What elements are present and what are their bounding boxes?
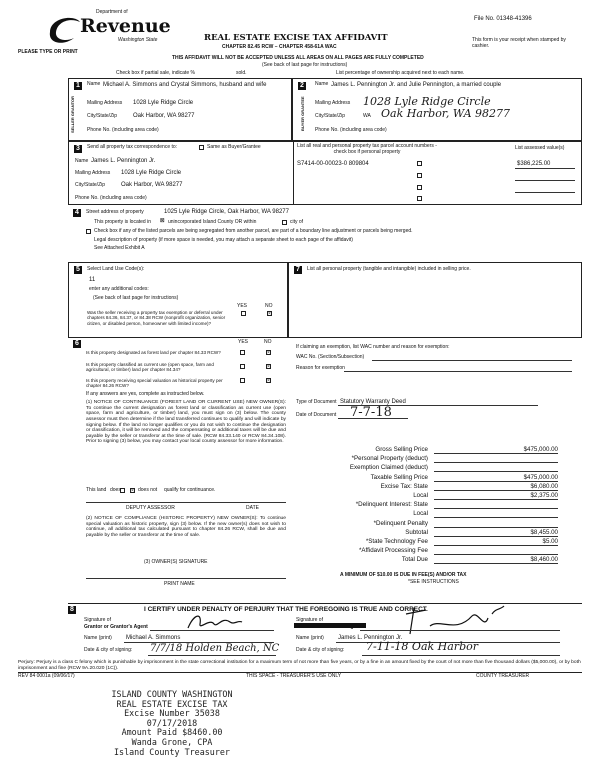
buyer-name-label: Name bbox=[315, 81, 329, 87]
seller-name-label: Name bbox=[87, 81, 101, 87]
tax-row-line bbox=[434, 554, 558, 555]
notice-compliance: (2) NOTICE OF COMPLIANCE (HISTORIC PROPERTY) NEW OWNER(S): To continue special valuation as historic property, sign (3) below. If the new owner(s) does not wish to continue, all additional tax calculated pursuant to chapter 84.26 RCW, shall be due and payable by the seller or transferor at the time of sale. bbox=[86, 516, 286, 538]
stamp-line: 07/17/2018 bbox=[146, 717, 198, 728]
correspondence-label: Send all property tax correspondence to: bbox=[87, 144, 178, 150]
percent-note: List percentage of ownership acquired next to each name. bbox=[336, 70, 465, 76]
dor-logo bbox=[44, 9, 171, 50]
s5-yes-header: YES bbox=[237, 303, 248, 309]
tax-row-line bbox=[434, 481, 558, 482]
tax-row-line bbox=[434, 536, 558, 537]
tax-row bbox=[300, 510, 580, 519]
tax-row-label: *Personal Property (deduct) bbox=[351, 455, 428, 463]
certify-text: I CERTIFY UNDER PENALTY OF PERJURY THAT THE FOREGOING IS TRUE AND CORRECT. bbox=[144, 606, 428, 613]
parcel-header: List all real and personal property tax parcel account numbers - check box if personal property bbox=[297, 143, 437, 155]
designation-section bbox=[68, 340, 288, 620]
s6-no-header: NO bbox=[264, 339, 272, 345]
tax-row-line bbox=[434, 499, 558, 500]
tax-row-line bbox=[434, 563, 558, 564]
q3-no-checkbox[interactable]: × bbox=[267, 378, 270, 384]
tax-row bbox=[300, 455, 580, 464]
minimum-due: A MINIMUM OF $10.00 IS DUE IN FEE(S) AND/OR TAX bbox=[340, 572, 467, 578]
buyer-mail-label: Mailing Address bbox=[315, 100, 351, 106]
segregation-text: Check box if any of the listed parcels are being segregated from another parcel, are part of a boundary line adjustment or parcels being merged. bbox=[94, 228, 413, 234]
grantee-redaction bbox=[294, 623, 366, 628]
doc-date-label: Date of Document bbox=[296, 412, 337, 418]
land-use-section bbox=[68, 262, 288, 338]
personal-property-section bbox=[288, 262, 582, 338]
stamp-line: REAL ESTATE EXCISE TAX bbox=[116, 698, 228, 709]
tax-row bbox=[300, 464, 580, 473]
dept-line: Department of bbox=[96, 9, 128, 15]
tax-row-line bbox=[434, 527, 558, 528]
print-name-label: PRINT NAME bbox=[164, 581, 195, 587]
tax-row-value: $5.00 bbox=[542, 538, 558, 545]
corr-mail: 1028 Lyle Ridge Circle bbox=[121, 170, 182, 176]
accept-warning: THIS AFFIDAVIT WILL NOT BE ACCEPTED UNLESS ALL AREAS ON ALL PAGES ARE FULLY COMPLETED bbox=[172, 55, 424, 61]
s5-no-checkbox[interactable]: × bbox=[268, 311, 271, 317]
assessed-value: $386,225.00 bbox=[517, 161, 551, 167]
city-of-label: city of bbox=[290, 219, 304, 225]
correspondence-section bbox=[68, 141, 582, 205]
doc-date-handwritten: 7-7-18 bbox=[350, 405, 392, 420]
seller-side-label: SELLER GRANTOR bbox=[70, 95, 75, 133]
tax-row-value: $8,460.00 bbox=[530, 556, 558, 564]
tax-row bbox=[300, 492, 580, 501]
tax-row-label: *Delinquent Penalty bbox=[373, 519, 428, 527]
deputy-assessor-label: DEPUTY ASSESSOR bbox=[126, 505, 175, 511]
located-rest: unincorporated Island County OR within bbox=[168, 219, 257, 225]
doc-type-label: Type of Document bbox=[296, 399, 337, 405]
qualify-label: qualify for continuance. bbox=[164, 487, 216, 493]
land-use-label: Select Land Use Code(s): bbox=[87, 266, 145, 272]
current-use-question: Is this property classified as current use (open space, farm and agricultural, or timber) land per chapter 84.34? bbox=[86, 362, 214, 373]
form-title: REAL ESTATE EXCISE TAX AFFIDAVIT bbox=[204, 33, 388, 43]
section-6-badge: 6 bbox=[73, 340, 81, 348]
buyer-name: James L. Pennington Jr. and Julie Pennington, a married couple bbox=[331, 82, 502, 88]
stamp-line: ISLAND COUNTY WASHINGTON bbox=[111, 689, 233, 699]
treasurer-stamp bbox=[62, 690, 282, 757]
tax-row bbox=[300, 520, 580, 529]
grantee-sig-line bbox=[360, 630, 560, 631]
q1-yes-checkbox[interactable] bbox=[240, 350, 245, 355]
section-8-badge: 8 bbox=[68, 606, 76, 614]
buyer-phone-label: Phone No. (including area code) bbox=[315, 127, 387, 133]
assessed-line-3 bbox=[515, 192, 575, 193]
q3-yes-checkbox[interactable] bbox=[240, 378, 245, 383]
this-land-label: This land bbox=[86, 487, 107, 493]
seller-city-label: City/State/Zip bbox=[87, 113, 118, 119]
please-type: PLEASE TYPE OR PRINT bbox=[18, 49, 78, 55]
stamp-line: Amount Paid $8460.00 bbox=[121, 727, 223, 738]
q2-yes-checkbox[interactable] bbox=[240, 364, 245, 369]
doc-date-line bbox=[338, 418, 408, 419]
section-4-badge: 4 bbox=[73, 209, 81, 217]
personal-property-checkbox-4[interactable] bbox=[417, 196, 422, 201]
does-not-label: does not bbox=[138, 487, 158, 493]
buyer-city-handwritten: Oak Harbor, WA 98277 bbox=[381, 107, 511, 120]
partial-sale-label: Check box if partial sale, indicate % bbox=[116, 70, 195, 76]
buyer-city-typed: WA bbox=[363, 113, 371, 119]
within-city-checkbox[interactable] bbox=[282, 220, 287, 225]
tax-row-line bbox=[434, 508, 558, 509]
additional-codes: enter any additional codes: bbox=[89, 286, 149, 292]
q2-no-checkbox[interactable]: × bbox=[267, 364, 270, 370]
section-1-badge: 1 bbox=[74, 82, 82, 90]
assessed-line-1 bbox=[515, 168, 575, 169]
historic-question: Is this property receiving special valuation as historical property per chapter 84.26 RCW? bbox=[86, 378, 223, 389]
grantee-signature-icon bbox=[396, 604, 508, 644]
reason-line bbox=[344, 371, 572, 372]
corr-name-label: Name bbox=[75, 158, 89, 164]
file-number: File No. 01348-41396 bbox=[474, 16, 532, 22]
form-chapter: CHAPTER 82.45 RCW – CHAPTER 458-61A WAC bbox=[222, 44, 337, 50]
grantee-sig-label: Signature of bbox=[296, 617, 323, 623]
land-use-code: 11 bbox=[89, 277, 96, 283]
land-use-see-back: (See back of last page for instructions) bbox=[93, 295, 179, 301]
grantee-date-label: Date & city of signing: bbox=[296, 647, 345, 653]
parcel-divider bbox=[293, 142, 294, 204]
buyer-mail-handwritten: 1028 Lyle Ridge Circle bbox=[363, 95, 491, 108]
swoosh-logo-icon bbox=[44, 12, 84, 46]
tax-row-value: $6,080.00 bbox=[530, 482, 558, 490]
see-instructions: *SEE INSTRUCTIONS bbox=[408, 579, 459, 585]
buyer-side-label: BUYER GRANTEE bbox=[300, 96, 305, 132]
tax-row-label: Taxable Selling Price bbox=[370, 473, 428, 481]
seller-mail-label: Mailing Address bbox=[87, 100, 123, 106]
s5-no-header: NO bbox=[265, 303, 273, 309]
reason-label: Reason for exemption bbox=[296, 365, 345, 371]
tax-row-line bbox=[434, 545, 558, 546]
tax-table bbox=[300, 446, 580, 566]
forest-question: Is this property designated as forest land per chapter 84.33 RCW? bbox=[86, 350, 221, 355]
tax-row bbox=[300, 483, 580, 492]
tax-row-label: Excise Tax: State bbox=[380, 482, 428, 490]
section-3-badge: 3 bbox=[74, 145, 82, 153]
street-label: Street address of property bbox=[86, 209, 144, 215]
q1-no-checkbox[interactable]: × bbox=[267, 350, 270, 356]
tax-row-label: *Delinquent Interest: State bbox=[355, 501, 428, 509]
if-any-yes: If any answers are yes, complete as instructed below. bbox=[86, 391, 205, 397]
tax-row bbox=[300, 538, 580, 547]
tax-row-label: Exemption Claimed (deduct) bbox=[349, 464, 428, 472]
tax-row bbox=[300, 446, 580, 455]
tax-row-value: $8,455.00 bbox=[530, 528, 558, 536]
legal-desc-label: Legal description of property (if more space is needed, you may attach a separate sheet to each page of the affidavit) bbox=[94, 237, 353, 243]
tax-row-label: Gross Selling Price bbox=[375, 446, 428, 453]
tax-row-label: Local bbox=[413, 492, 428, 499]
tax-row bbox=[300, 547, 580, 556]
s5-yes-checkbox[interactable] bbox=[241, 311, 246, 316]
buyer-city-label: City/State/Zip bbox=[315, 113, 346, 119]
corr-name: James L. Pennington Jr. bbox=[91, 158, 156, 164]
personal-property-checkbox-2[interactable] bbox=[417, 173, 422, 178]
tax-row-label: Local bbox=[413, 510, 428, 518]
stamp-line: Wanda Grone, CPA bbox=[131, 736, 213, 747]
stamp-line: Excise Number 35038 bbox=[124, 708, 220, 719]
deputy-line bbox=[86, 502, 286, 503]
does-label: does bbox=[110, 487, 121, 493]
tax-row-line bbox=[434, 453, 558, 454]
tax-row-line bbox=[434, 517, 558, 518]
deputy-date-label: DATE bbox=[246, 505, 259, 511]
same-as-buyer-label: Same as Buyer/Grantee bbox=[207, 144, 261, 150]
grantor-date-city: 7/7/18 Holden Beach, NC bbox=[150, 643, 280, 654]
county-treasurer-label: COUNTY TREASURER bbox=[476, 673, 530, 679]
grantor-name: Michael A. Simmons bbox=[126, 635, 181, 641]
s6-yes-header: YES bbox=[238, 339, 249, 345]
personal-property-checkbox-3[interactable] bbox=[417, 185, 422, 190]
tax-row-label: *Affidavit Processing Fee bbox=[358, 547, 428, 555]
personal-property-label: List all personal property (tangible and intangible) included in selling price. bbox=[307, 266, 471, 272]
agency-sub: Washington State bbox=[118, 37, 158, 43]
tax-row bbox=[300, 501, 580, 510]
buyer-section bbox=[292, 78, 582, 141]
seller-city: Oak Harbor, WA 98277 bbox=[133, 113, 195, 119]
grantor-sig-label: Signature of bbox=[84, 617, 111, 623]
receipt-note: This form is your receipt when stamped by cashier. bbox=[472, 37, 566, 49]
tax-row-line bbox=[434, 471, 558, 472]
grantor-agent-label: Grantor or Grantor's Agent bbox=[84, 624, 148, 630]
section-2-badge: 2 bbox=[298, 82, 306, 90]
corr-phone-label: Phone No. (including area code) bbox=[75, 195, 147, 201]
seller-section bbox=[68, 78, 292, 141]
grantor-date-label: Date & city of signing: bbox=[84, 647, 133, 653]
stamp-line: Island County Treasurer bbox=[114, 746, 230, 757]
wac-line bbox=[372, 360, 572, 361]
print-name-line bbox=[86, 578, 286, 579]
does-not-checkbox[interactable]: × bbox=[131, 488, 134, 494]
located-check: ☒ bbox=[160, 218, 165, 224]
grantor-signature-icon bbox=[184, 610, 244, 634]
rev-number: REV 84 0001a (09/06/17) bbox=[18, 673, 75, 679]
corr-mail-label: Mailing Address bbox=[75, 170, 111, 176]
property-section bbox=[68, 207, 582, 259]
grantee-date-line bbox=[362, 655, 560, 656]
treasurer-use-only: THIS SPACE - TREASURER'S USE ONLY bbox=[246, 673, 342, 679]
tax-row-line bbox=[434, 490, 558, 491]
personal-property-checkbox-1[interactable] bbox=[417, 161, 422, 166]
assessed-line-2 bbox=[515, 180, 575, 181]
section-5-badge: 5 bbox=[74, 266, 82, 274]
parcel-number: S7414-00-00023-0 809804 bbox=[297, 161, 369, 167]
tax-row bbox=[300, 556, 580, 565]
segregation-checkbox[interactable] bbox=[86, 229, 91, 234]
exemption-label: If claiming an exemption, list WAC number and reason for exemption: bbox=[296, 344, 450, 350]
section-7-badge: 7 bbox=[294, 266, 302, 274]
tax-row-value: $475,000.00 bbox=[523, 473, 558, 481]
grantee-date-city: 7-11-18 Oak Harbor bbox=[366, 640, 478, 653]
grantor-date-line bbox=[148, 655, 276, 656]
perjury-note: Perjury: Perjury is a class C felony which is punishable by imprisonment in the state correctional institution for a maximum term of not more than five years, or by a fine in an amount fixed by the court of not more than five thousand dollars ($5,000.00), or by both imprisonment and fine (RCW 9A.20.020 (1C)). bbox=[18, 660, 581, 671]
street-address: 1025 Lyle Ridge Circle, Oak Harbor, WA 98277 bbox=[164, 209, 289, 215]
agency-name: Revenue bbox=[80, 15, 171, 37]
see-back-header: (See back of last page for instructions) bbox=[262, 62, 348, 68]
exemption-question: Was the seller receiving a property tax exemption or deferral under chapters 84.36, 84.37, or 84.38 RCW (nonprofit organization, senior citizen, or disabled person, homeowner with limited income)? bbox=[87, 310, 226, 326]
wac-label: WAC No. (Section/Subsection) bbox=[296, 354, 365, 360]
seller-phone-label: Phone No. (including area code) bbox=[87, 127, 159, 133]
grantee-name-label: Name (print) bbox=[296, 635, 324, 641]
assessed-header: List assessed value(s) bbox=[515, 145, 565, 151]
tax-row-label: *State Technology Fee bbox=[365, 538, 428, 545]
tax-row bbox=[300, 474, 580, 483]
owner-signature-label: (3) OWNER(S) SIGNATURE bbox=[144, 559, 208, 565]
grantee-name: James L. Pennington Jr. bbox=[338, 635, 403, 641]
doc-type: Statutory Warranty Deed bbox=[340, 399, 406, 405]
corr-city: Oak Harbor, WA 98277 bbox=[121, 182, 183, 188]
tax-row-line bbox=[434, 462, 558, 463]
same-as-buyer-checkbox[interactable] bbox=[199, 145, 204, 150]
seller-mail: 1028 Lyle Ridge Circle bbox=[133, 100, 194, 106]
tax-row-value: $2,375.00 bbox=[530, 492, 558, 499]
grantor-name-label: Name (print) bbox=[84, 635, 112, 641]
seller-name: Michael A. Simmons and Crystal Simmons, husband and wife bbox=[103, 82, 267, 88]
tax-row bbox=[300, 529, 580, 538]
see-attached: See Attached Exhibit A bbox=[94, 245, 145, 251]
located-in: This property is located in bbox=[94, 219, 151, 225]
tax-row-label: Subtotal bbox=[405, 528, 428, 536]
corr-city-label: City/State/Zip bbox=[75, 182, 106, 188]
tax-row-label: Total Due bbox=[401, 556, 428, 564]
partial-sold: sold. bbox=[236, 70, 247, 76]
tax-row-value: $475,000.00 bbox=[523, 446, 558, 453]
notice-continuance: (1) NOTICE OF CONTINUANCE (FOREST LAND OR CURRENT USE) NEW OWNER(S): To continue the current designation as forest land or classification as current use (open space, farm and agriculture, or timber) land, you must sign on (3) below. The county assessor must then determine if the land transferred continues to qualify and will indicate by signing below. If the land no longer qualifies or you do not wish to continue the designation or classification, it will be removed and the compensating or additional taxes will be due and payable by the seller or transferor at the time of sale. (RCW 84.33.140 or RCW 84.34.108). Prior to signing (3) below, you may contact your local county assessor for more information. bbox=[86, 400, 286, 445]
